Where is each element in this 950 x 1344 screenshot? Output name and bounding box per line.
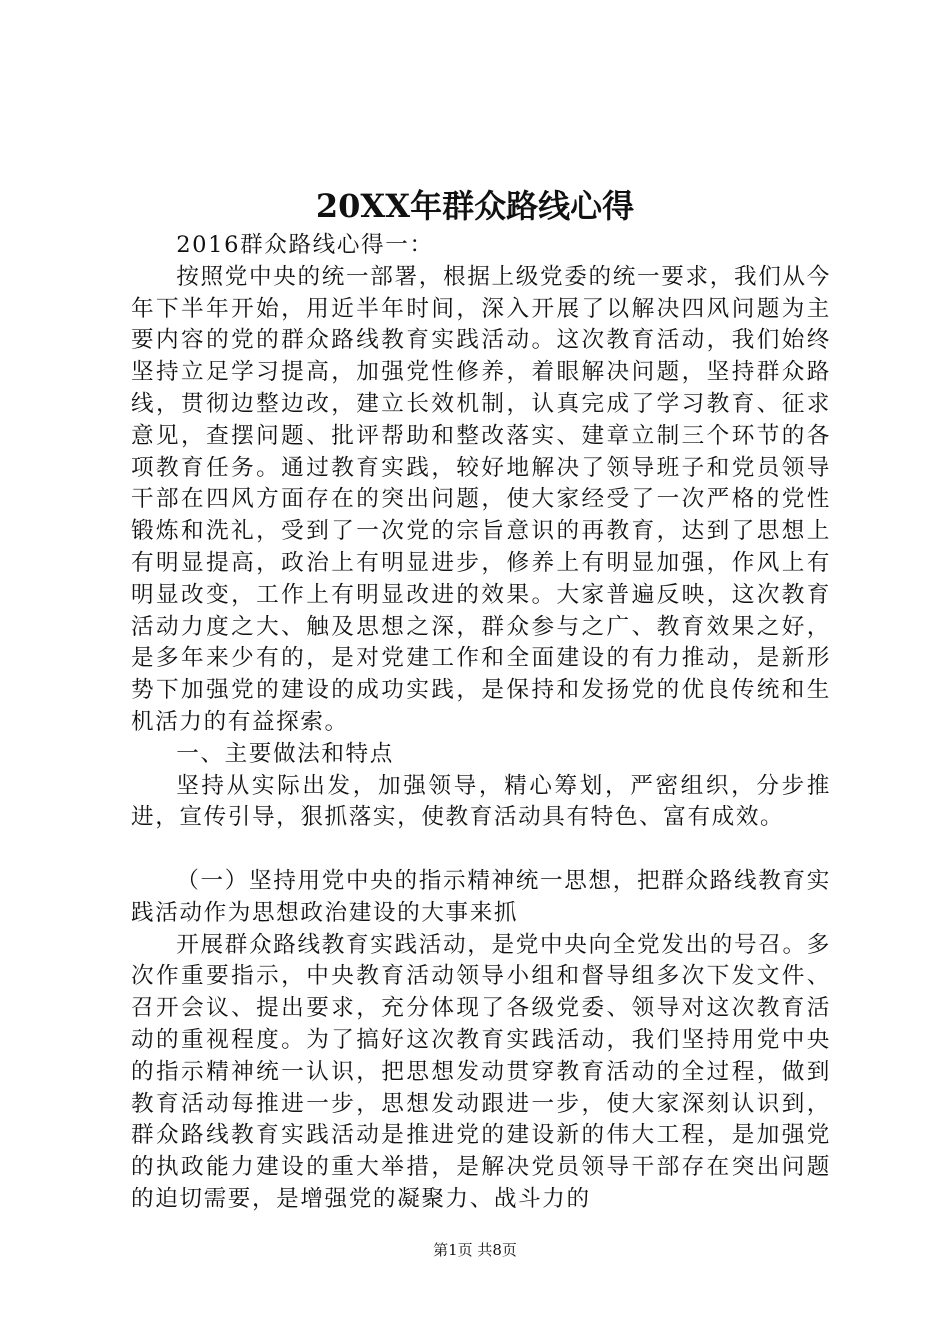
page-footer: 第1页 共8页	[433, 1241, 517, 1259]
paragraph-detail: 开展群众路线教育实践活动，是党中央向全党发出的号召。多次作重要指示，中央教育活动领导小组和督导组多次下发文件、召开会议、提出要求，充分体现了各级党委、领导对这次教育活动的重视程度。为了搞好这次教育实践活动，我们坚持用党中央的指示精神统一认识，把思想发动贯穿教育活动的全过程，做到教育活动每推进一步，思想发动跟进一步，使大家深刻认识到，群众路线教育实践活动是推进党的建设新的伟大工程，是加强党的执政能力建设的重大举措，是解决党员领导干部存在突出问题的迫切需要，是增强党的凝聚力、战斗力的	[131, 931, 831, 1212]
document-body	[131, 230, 831, 1216]
paragraph-intro: 2016群众路线心得一：	[176, 232, 434, 258]
subsection-heading: （一）坚持用党中央的指示精神统一思想，把群众路线教育实践活动作为思想政治建设的大事来抓	[131, 867, 831, 926]
document-title: 20XX年群众路线心得	[315, 187, 635, 225]
paragraph-overview: 按照党中央的统一部署，根据上级党委的统一要求，我们从今年下半年开始，用近半年时间，深入开展了以解决四风问题为主要内容的党的群众路线教育实践活动。这次教育活动，我们始终坚持立足学习提高，加强党性修养，着眼解决问题，坚持群众路线，贯彻边整边改，建立长效机制，认真完成了学习教育、征求意见，查摆问题、批评帮助和整改落实、建章立制三个环节的各项教育任务。通过教育实践，较好地解决了领导班子和党员领导干部在四风方面存在的突出问题，使大家经受了一次严格的党性锻炼和洗礼，受到了一次党的宗旨意识的再教育，达到了思想上有明显提高，政治上有明显进步，修养上有明显加强，作风上有明显改变，工作上有明显改进的效果。大家普遍反映，这次教育活动力度之大、触及思想之深，群众参与之广、教育效果之好，是多年来少有的，是对党建工作和全面建设的有力推动，是新形势下加强党的建设的成功实践，是保持和发扬党的优良传统和生机活力的有益探索。	[131, 263, 831, 735]
paragraph-summary: 坚持从实际出发，加强领导，精心筹划，严密组织，分步推进，宣传引导，狠抓落实，使教育活动具有特色、富有成效。	[131, 772, 831, 831]
section-heading: 一、主要做法和特点	[176, 740, 394, 767]
